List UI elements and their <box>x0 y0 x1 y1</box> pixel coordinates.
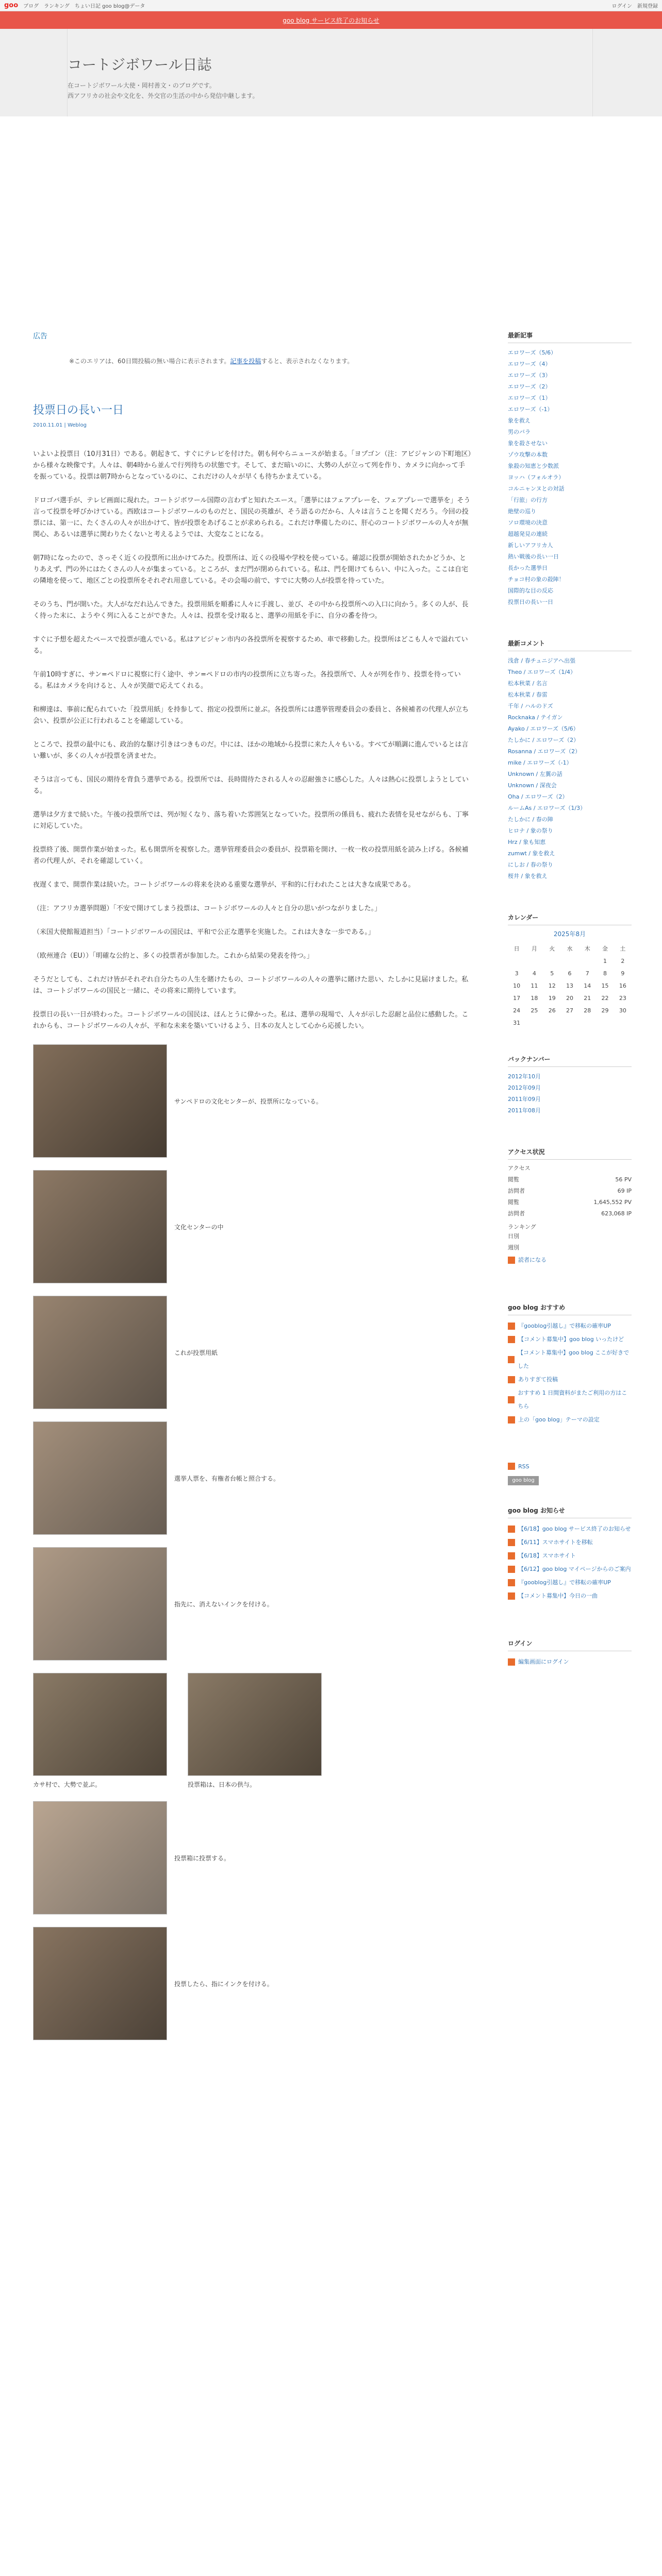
backnumber-heading: バックナンバー <box>508 1055 632 1067</box>
post-photo[interactable] <box>33 1801 167 1914</box>
access-stat-value: 1,645,552 PV <box>593 1199 632 1206</box>
recent-comment-link[interactable]: Hrz / 象も知恵 <box>508 839 546 845</box>
calendar-day <box>614 1016 632 1029</box>
calendar-day <box>525 955 543 967</box>
recent-post-link[interactable]: ヨッハ（フォルオラ） <box>508 474 565 481</box>
recent-comment-link[interactable]: たしかに / 春の陣 <box>508 816 553 823</box>
access-stat-value: 56 PV <box>615 1176 632 1183</box>
post-photo[interactable] <box>33 1673 167 1776</box>
login-heading: ログイン <box>508 1639 632 1651</box>
recent-comment-link[interactable]: Rocknaka / テイガン <box>508 714 563 721</box>
calendar-weekday: 月 <box>531 945 537 952</box>
photo-caption: カサ村で、大勢で並ぶ。 <box>33 1781 102 1788</box>
post-paragraph: そのうち、門が開いた。大人がなだれ込んできた。投票用紙を順番に人々に手渡し、並び、その中から投票所への入口に向かう。多くの人が、長く待った末に、ようやく列に入ることができた。人々は、投票を受け取ると、選挙の用紙を手に、自分の番を待つ。 <box>33 601 469 620</box>
blog-description-line: 在コートジボワール大使・岡村善文・のブログです。 <box>68 82 216 89</box>
news-label: 【6/12】goo blog マイページからのご案内 <box>518 1566 631 1572</box>
photo-item <box>33 1673 167 1789</box>
news-label: 『gooblog引越し』で移転の確率UP <box>518 1579 611 1586</box>
calendar-day[interactable]: 12 <box>548 982 556 989</box>
calendar-day[interactable]: 29 <box>601 1007 609 1014</box>
photo-caption: 指先に、消えないインクを付ける。 <box>174 1600 273 1608</box>
recent-comment-link[interactable]: ルームAs / エロワーズ（1/3） <box>508 805 586 811</box>
post-title[interactable]: 投票日の長い一日 <box>33 404 124 417</box>
calendar-heading: カレンダー <box>508 913 632 925</box>
news-label: 【6/11】スマホサイトを移転 <box>518 1539 593 1546</box>
recent-comment-link[interactable]: 松本秋菜 / 名言 <box>508 680 548 687</box>
service-notice-banner <box>0 11 662 29</box>
post-article-link[interactable]: 記事を投稿 <box>230 358 261 365</box>
photo-caption: 選挙人票を、有権者台帳と照合する。 <box>174 1475 280 1482</box>
backnumber-link[interactable]: 2012年09月 <box>508 1084 541 1091</box>
recommend-icon <box>508 1416 515 1423</box>
post-paragraph: 朝7時になったので、さっそく近くの投票所に出かけてみた。投票所は、近くの役場や学校を使っている。確認に投票が開始されたかどうか、とりあえず、門の外にはたくさんの人々が集まっている。ところが、まだ門が閉められている。私は、門を開けてもらい、中に入った。ここは自宅の隣地を使って、地区ごとの投票所をそれぞれ用意している。その会場の前で、すでに大勢の人が投票を待っていた。 <box>33 554 468 585</box>
calendar-weekday: 水 <box>567 945 573 952</box>
recent-comment-link[interactable]: 浅倉 / 春チュニジアへ出張 <box>508 657 576 664</box>
calendar-day[interactable]: 1 <box>603 957 607 964</box>
calendar-day <box>561 1016 578 1029</box>
recommend-link[interactable] <box>508 1373 632 1386</box>
top-right-link[interactable]: 新規登録 <box>637 4 658 9</box>
login-link[interactable] <box>508 1655 632 1669</box>
photo-item <box>33 1044 482 1158</box>
access-stat-label: 訪問者 <box>508 1188 525 1194</box>
news-link[interactable] <box>508 1549 632 1563</box>
recommend-label: 『gooblog引越し』で移転の確率UP <box>518 1323 611 1329</box>
news-icon <box>508 1592 515 1600</box>
calendar-day <box>596 1016 614 1029</box>
recent-post-link[interactable]: ゾウ攻撃の本数 <box>508 451 548 458</box>
photo-caption: これが投票用紙 <box>174 1349 218 1357</box>
post-meta[interactable]: 2010.11.01 | Weblog <box>33 422 87 428</box>
recent-comment-link[interactable]: mike / エロワーズ（-1） <box>508 759 572 766</box>
post-paragraph: （注：アフリカ選挙問題）「不安で開けてしまう投票は、コートジボワールの人々と自分の思いがつながりました。」 <box>33 905 382 912</box>
gooblog-news-list <box>508 1522 632 1603</box>
news-icon <box>508 1579 515 1586</box>
recommend-link[interactable] <box>508 1413 632 1427</box>
photo-caption: 投票箱は、日本の供与。 <box>188 1781 256 1788</box>
calendar-day[interactable]: 15 <box>601 982 609 989</box>
sidebar <box>508 233 632 1669</box>
calendar-day[interactable]: 13 <box>566 982 573 989</box>
recent-comments-heading: 最新コメント <box>508 639 632 651</box>
top-right-links <box>612 2 658 9</box>
gooblog-news-heading: goo blog お知らせ <box>508 1506 632 1518</box>
calendar-day[interactable]: 26 <box>548 1007 556 1014</box>
post-photo[interactable] <box>33 1044 167 1158</box>
calendar-weekday: 日 <box>514 945 520 952</box>
news-label: 【6/18】スマホサイト <box>518 1552 576 1559</box>
news-link[interactable] <box>508 1522 632 1536</box>
login-label: 編集画面にログイン <box>518 1658 569 1665</box>
recent-comment-link[interactable]: にしお / 春の祭り <box>508 861 553 868</box>
post-paragraph: 和柳達は、事前に配られていた「投票用紙」を持参して、指定の投票所に並ぶ。各投票所には選挙管理委員会の委員と、各候補者の代理人が立ち会い、投票が公正に行われることを確認している。 <box>33 706 469 725</box>
recent-post-link[interactable]: ソロ環境の決意 <box>508 519 548 526</box>
post-paragraph: 午前10時すぎに、サン=ペドロに視察に行く途中、サン=ペドロの市内の投票所に立ち寄った。各投票所で、人々が列を作り、投票を待っている。私はカメラを向けると、人々が笑顔で応えてくれる。 <box>33 671 461 690</box>
backnumber-link[interactable]: 2012年10月 <box>508 1073 541 1080</box>
calendar-weekday: 金 <box>602 945 608 952</box>
blog-description-line: 西アフリカの社会や文化を、外交官の生活の中から発信中継します。 <box>68 92 259 99</box>
backnumber-list <box>508 1071 632 1116</box>
calendar-day[interactable]: 17 <box>513 994 521 1002</box>
photo-item <box>33 1296 482 1409</box>
calendar-day[interactable]: 23 <box>619 994 626 1002</box>
recent-comment-link[interactable]: 桜井 / 象を救え <box>508 873 548 879</box>
post-photo[interactable] <box>33 1927 167 2040</box>
post-body-quotes <box>33 774 482 962</box>
top-nav-link[interactable]: ちょい日記 goo blog@データ <box>74 4 145 9</box>
recommend-icon <box>508 1336 515 1343</box>
photo-item <box>33 1170 482 1283</box>
main-column <box>33 233 482 2053</box>
recent-post-link[interactable]: チョコ村の象の殺陣！ <box>508 576 565 583</box>
calendar-day[interactable]: 30 <box>619 1007 626 1014</box>
recent-post-link[interactable]: 投票日の長い一日 <box>508 599 553 605</box>
recommend-heading: goo blog おすすめ <box>508 1303 632 1315</box>
post-photo[interactable] <box>33 1547 167 1660</box>
calendar-day[interactable]: 28 <box>584 1007 591 1014</box>
calendar-day[interactable]: 3 <box>515 970 519 977</box>
ad-note-text: ※このエリアは、60日間投稿の無い場合に表示されます。 <box>69 358 230 365</box>
recent-comment-link[interactable]: ヒロナ / 象の祭り <box>508 827 553 834</box>
post-paragraph: 投票終了後、開票作業が始まった。私も開票所を視察した。選挙管理委員会の委員が、投票箱を開け、一枚一枚の投票用紙を読み上げる。各候補者の代理人が、それを確認していく。 <box>33 846 469 865</box>
top-nav <box>23 2 150 9</box>
post-paragraph: ところで、投票の最中にも、政治的な駆け引きはつきものだ。中には、ほかの地域から投票に来た人々もいる。すべてが順調に進んでいるとは言い難いが、多くの人々が投票を済ませた。 <box>33 741 469 760</box>
photo-pair <box>33 1673 482 1789</box>
recent-post-link[interactable]: コルニャンヌとの対話 <box>508 485 565 492</box>
recent-post-link[interactable]: エロワーズ（-1） <box>508 406 553 413</box>
post-photo[interactable] <box>33 1170 167 1283</box>
calendar-day <box>543 955 561 967</box>
calendar-day[interactable]: 7 <box>585 970 589 977</box>
access-subheading: アクセス <box>508 1165 531 1172</box>
post-paragraph: ドロゴバ選手が、テレビ画面に現れた。コートジボワール国際の言わずと知れたエース。「選挙にはフェアプレーを、フェアプレーで選挙を」そう言って投票を呼びかけている。西欧はコートジボワールのものだと、国民の英雄が、そう語るのだから、人々は言うことを聞くだろう。今回の投票には、第一に、たくさんの人々が出かけて、皆が投票をあげることが求められる。これだけ準備したのに、肝心のコートジボワールの人々が無関心、あるいは選挙に関わりたくないと考えるようでは、大変なことになる。 <box>33 497 471 538</box>
recommend-icon <box>508 1396 515 1403</box>
recommend-icon <box>508 1323 515 1330</box>
recent-post-link[interactable]: 熱い戦後の長い一日 <box>508 553 559 560</box>
calendar-day[interactable]: 6 <box>568 970 572 977</box>
reader-label: 読者になる <box>518 1257 547 1263</box>
post-photo[interactable] <box>33 1421 167 1535</box>
post-photo[interactable] <box>188 1673 322 1776</box>
recent-comment-link[interactable]: Rosanna / エロワーズ（2） <box>508 748 581 755</box>
rss-icon <box>508 1463 515 1470</box>
access-stat-row <box>508 1174 632 1185</box>
recommend-link[interactable] <box>508 1346 632 1373</box>
calendar-weekday: 土 <box>620 945 626 952</box>
recommend-label: ありすぎて投稿 <box>518 1376 558 1383</box>
access-stat-row <box>508 1208 632 1219</box>
ad-note <box>69 357 482 365</box>
post-paragraph: 夜遅くまで、開票作業は続いた。コートジボワールの将来を決める重要な選挙が、平和的に行われたことは大きな成果である。 <box>33 881 415 889</box>
photo-caption: 文化センターの中 <box>174 1223 224 1231</box>
access-stat-value: 623,068 IP <box>601 1210 632 1217</box>
post-paragraph: （米国大使館報道担当）「コートジボワールの国民は、平和で公正な選挙を実施した。これは大きな一歩である。」 <box>33 928 375 936</box>
ad-note-text: すると、表示されなくなります。 <box>261 358 354 365</box>
goo-logo[interactable]: goo <box>4 2 19 9</box>
ranking-value: 日別 <box>508 1233 519 1240</box>
top-right-link[interactable]: ログイン <box>611 4 632 9</box>
calendar-table <box>508 942 632 1029</box>
recent-post-link[interactable]: 象殺の知恵と少数派 <box>508 463 559 469</box>
recent-comment-link[interactable]: Theo / エロワーズ（1/4） <box>508 669 576 675</box>
recent-post-link[interactable]: エロワーズ（5/6） <box>508 349 557 356</box>
news-label: 【6/18】goo blog サービス終了のお知らせ <box>518 1526 631 1532</box>
recommend-label: おすすめ 1 日間資料がまたご利用の方はこちら <box>518 1389 627 1410</box>
recommend-link[interactable] <box>508 1386 632 1413</box>
news-icon <box>508 1566 515 1573</box>
calendar-day[interactable]: 19 <box>548 994 556 1002</box>
calendar-day <box>578 1016 596 1029</box>
recent-post-link[interactable]: 新しいアフリカ人 <box>508 542 553 549</box>
news-icon <box>508 1539 515 1546</box>
blog-title[interactable]: コートジボワール日誌 <box>68 56 212 73</box>
recent-comment-link[interactable]: Unknown / 深夜会 <box>508 782 557 789</box>
photo-item <box>33 1547 482 1660</box>
post-paragraph: 選挙は夕方まで続いた。午後の投票所では、列が短くなり、落ち着いた雰囲気となっていた。投票所の係員も、疲れた表情を見せながらも、丁寧に対応していた。 <box>33 811 469 830</box>
access-stat-label: 閲覧 <box>508 1199 519 1206</box>
photo-caption: 投票箱に投票する。 <box>174 1854 230 1862</box>
news-link[interactable] <box>508 1576 632 1589</box>
access-stats <box>508 1174 632 1219</box>
recommend-label: 【コメント募集中】goo blog いったけど <box>518 1336 624 1343</box>
recommend-link[interactable] <box>508 1333 632 1346</box>
backnumber-link[interactable]: 2011年09月 <box>508 1096 541 1103</box>
calendar-day[interactable]: 4 <box>532 970 536 977</box>
login-icon <box>508 1658 515 1666</box>
calendar-day[interactable]: 5 <box>550 970 554 977</box>
post-paragraph: いよいよ投票日（10月31日）である。朝起きて、すぐにテレビを付けた。朝も何やらニュースが始まる。「ヨプゴン（注：アビジャンの下町地区）から様々な映像です。人々は、朝4時から並んで行列待ちの状態です。そして、まだ暗いのに、大勢の人が立って列を作り、カメラに向かって手を振っている。投票は朝7時からとなっているのに、これだけの人々が早くも待ちかまえている。 <box>33 450 472 481</box>
recent-comment-link[interactable]: zumwt / 象を救え <box>508 850 555 857</box>
recommend-list <box>508 1319 632 1427</box>
post-paragraph: （欧州連合（EU））「明確な公約と、多くの投票者が参加した。これから結果の発表を待つ。」 <box>33 952 313 960</box>
recent-post-link[interactable]: 象を殺させない <box>508 440 548 447</box>
top-bar <box>0 0 662 11</box>
service-notice-link[interactable]: goo blog サービス終了のお知らせ <box>283 16 379 24</box>
recent-comment-link[interactable]: 千年 / ハルのドズ <box>508 703 553 709</box>
post-closing: そうだとしても、これだけ皆がそれぞれ自分たちの人生を賭けたもの、コートジボワールの人々の選挙に賭けた思い、たしかに見届けました。私は、コートジボワールの国民と一緒に、その将来に期待しています。 <box>33 976 469 995</box>
calendar-weekday: 木 <box>584 945 590 952</box>
calendar-day <box>543 1016 561 1029</box>
reader-icon <box>508 1257 515 1264</box>
post-paragraph: そうは言っても、国民の期待を背負う選挙である。投票所では、長時間待たされる人々の忍耐強さに感心した。人々は熱心に投票しようとしている。 <box>33 776 469 795</box>
ad-label: 広告 <box>33 332 47 341</box>
recent-post-link[interactable]: エロワーズ（4） <box>508 361 551 367</box>
recent-comments-list <box>508 655 632 882</box>
top-nav-link[interactable]: ランキング <box>44 4 70 9</box>
calendar-day[interactable]: 8 <box>603 970 607 977</box>
news-icon <box>508 1526 515 1533</box>
calendar-day <box>578 955 596 967</box>
recent-post-link[interactable]: 国際的な目の反応 <box>508 587 553 594</box>
post-closing: 投票日の長い一日が終わった。コートジボワールの国民は、ほんとうに偉かった。私は、選挙の現場で、人々が示した忍耐と品位に感動した。これからも、コートジボワールの人々が、平和な未来を築いていけるよう、日本の友人として心から応援したい。 <box>33 1011 469 1030</box>
photo-list <box>33 1044 482 2040</box>
photo-item <box>188 1673 322 1789</box>
post-paragraph: すぐに予想を超えたペースで投票が進んでいる。私はアビジャン市内の各投票所を視察するため、車で移動した。投票所はどこも人々で溢れている。 <box>33 636 468 655</box>
recommend-label: 上の「goo blog」テーマの設定 <box>518 1416 600 1423</box>
news-link[interactable] <box>508 1536 632 1549</box>
reader-button[interactable] <box>508 1253 632 1267</box>
access-stat-value: 69 IP <box>617 1188 632 1194</box>
calendar-day[interactable]: 18 <box>531 994 538 1002</box>
recommend-link[interactable] <box>508 1319 632 1333</box>
calendar-day[interactable]: 2 <box>621 957 625 964</box>
news-link[interactable] <box>508 1589 632 1603</box>
calendar-day[interactable]: 20 <box>566 994 573 1002</box>
recent-comment-link[interactable]: Unknown / 左翼の話 <box>508 771 562 777</box>
photo-caption: サンペドロの文化センターが、投票所になっている。 <box>174 1097 322 1105</box>
photo-item <box>33 1801 482 1914</box>
news-link[interactable] <box>508 1563 632 1576</box>
access-box <box>508 1164 632 1267</box>
recent-post-link[interactable]: 長かった選挙日 <box>508 565 548 571</box>
calendar-day[interactable]: 31 <box>513 1019 521 1026</box>
access-stat-row <box>508 1197 632 1208</box>
top-nav-link[interactable]: ブログ <box>23 4 39 9</box>
recent-post-link[interactable]: エロワーズ（3） <box>508 372 551 379</box>
ranking-value: 週別 <box>508 1244 519 1251</box>
calendar-day[interactable]: 21 <box>584 994 591 1002</box>
post-photo[interactable] <box>33 1296 167 1409</box>
calendar-month[interactable]: 2025年8月 <box>553 930 586 938</box>
recent-post-link[interactable]: 象を救え <box>508 417 531 424</box>
recommend-label: 【コメント募集中】goo blog ここが好きでした <box>517 1349 630 1369</box>
calendar-day[interactable]: 11 <box>531 982 538 989</box>
calendar-day[interactable]: 10 <box>513 982 521 989</box>
recent-post-link[interactable]: 超越発見の連続 <box>508 531 548 537</box>
rss-label: RSS <box>518 1463 529 1470</box>
recommend-icon <box>508 1356 515 1363</box>
recommend-icon <box>508 1376 515 1383</box>
access-heading: アクセス状況 <box>508 1147 632 1160</box>
recent-post-link[interactable]: 絶壁の巡り <box>508 508 536 515</box>
calendar-day[interactable]: 27 <box>566 1007 573 1014</box>
calendar-day[interactable]: 25 <box>531 1007 538 1014</box>
calendar-day <box>561 955 578 967</box>
calendar-weekday: 火 <box>549 945 555 952</box>
ranking-label: ランキング <box>508 1224 536 1230</box>
calendar-day[interactable]: 14 <box>584 982 591 989</box>
photo-item <box>33 1421 482 1535</box>
news-label: 【コメント募集中】今日の一曲 <box>518 1592 598 1599</box>
recent-comment-link[interactable]: たしかに / エロワーズ（2） <box>508 737 580 743</box>
calendar-day[interactable]: 9 <box>621 970 625 977</box>
access-stat-label: 訪問者 <box>508 1210 525 1217</box>
recent-comment-link[interactable]: Oha / エロワーズ（2） <box>508 793 568 800</box>
blog-header <box>0 29 662 116</box>
access-stat-label: 閲覧 <box>508 1176 519 1183</box>
rss-link[interactable] <box>508 1463 632 1470</box>
calendar-day[interactable]: 22 <box>601 994 609 1002</box>
photo-item <box>33 1927 482 2040</box>
recent-posts-list <box>508 347 632 608</box>
recent-comment-link[interactable]: 松本秋菜 / 春雷 <box>508 691 548 698</box>
gooblog-badge[interactable]: goo blog <box>508 1476 539 1485</box>
recent-post-link[interactable]: エロワーズ（2） <box>508 383 551 390</box>
calendar-day[interactable]: 24 <box>513 1007 521 1014</box>
recent-comment-link[interactable]: Ayako / エロワーズ（5/6） <box>508 725 579 732</box>
blog-description <box>68 80 428 101</box>
post-body <box>33 449 482 762</box>
backnumber-link[interactable]: 2011年08月 <box>508 1107 541 1114</box>
photo-caption: 投票したら、指にインクを付ける。 <box>174 1980 273 1988</box>
access-stat-row <box>508 1185 632 1197</box>
recent-post-link[interactable]: 男のバラ <box>508 429 531 435</box>
news-icon <box>508 1552 515 1560</box>
calendar-day[interactable]: 16 <box>619 982 626 989</box>
recent-post-link[interactable]: エロワーズ（1） <box>508 395 551 401</box>
recent-post-link[interactable]: 「行旅」の行方 <box>508 497 548 503</box>
calendar-day <box>525 1016 543 1029</box>
calendar-day <box>508 955 525 967</box>
recent-posts-heading: 最新記事 <box>508 331 632 343</box>
ranking-values <box>508 1231 632 1253</box>
